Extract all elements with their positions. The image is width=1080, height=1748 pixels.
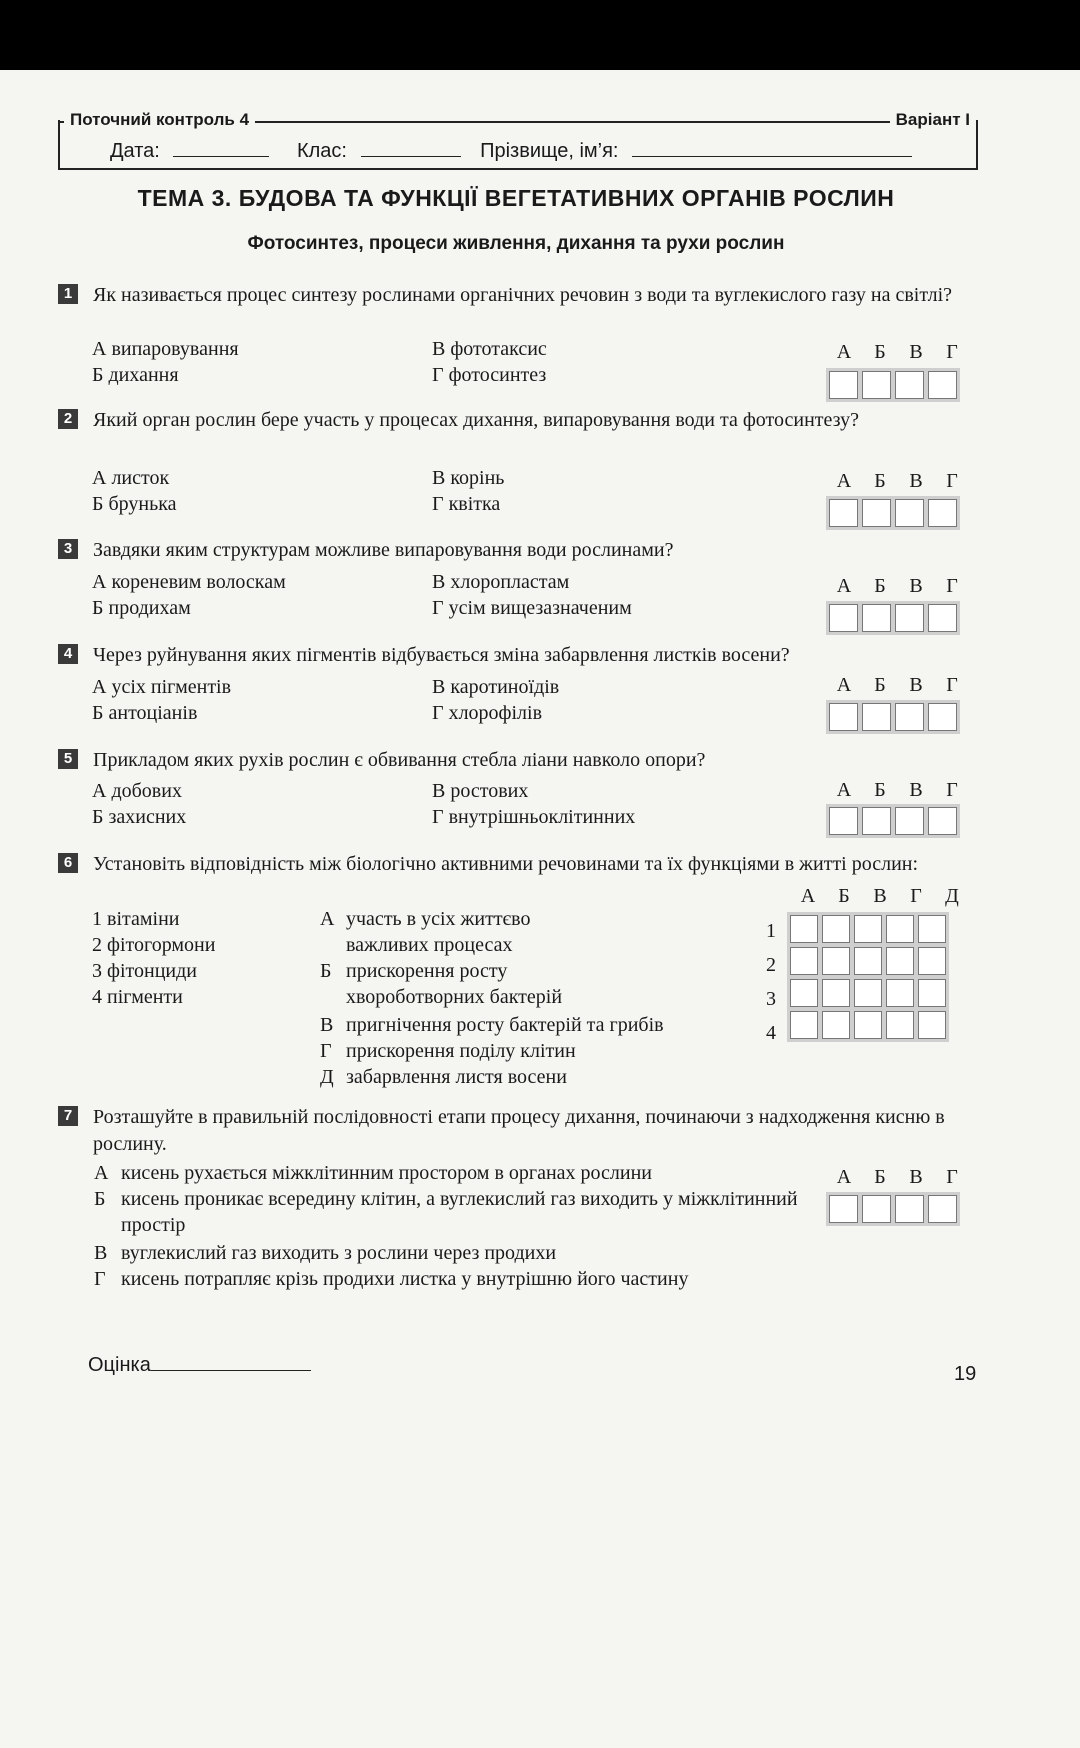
- answer-cell-v[interactable]: [895, 499, 924, 527]
- answer-grid: [826, 496, 960, 530]
- answer-letters-5: А Б В Г Д: [800, 885, 959, 907]
- left-item-2: 2 фітогормони: [92, 934, 216, 956]
- right-item-v: пригнічення росту бактерій та грибів: [346, 1014, 664, 1036]
- step-b: кисень проникає всередину клітин, а вуглекислий газ виходить у міжклітинний простір: [121, 1188, 798, 1236]
- right-item-b-letter: Б: [320, 960, 332, 982]
- grid-cell[interactable]: [918, 947, 946, 975]
- option-a: А листок: [92, 467, 170, 489]
- left-item-1: 1 вітаміни: [92, 908, 180, 930]
- date-label: Дата:: [110, 140, 160, 162]
- grid-cell[interactable]: [790, 915, 818, 943]
- grade-field[interactable]: [151, 1352, 311, 1371]
- question-text: Який орган рослин бере участь у процесах дихання, випаровування води та фотосинтезу?: [93, 409, 860, 431]
- question-text: Установіть відповідність між біологічно активними речовинами та їх функціями в житті рослин:: [93, 853, 919, 875]
- right-item-d-letter: Д: [320, 1066, 334, 1088]
- step-v-letter: В: [94, 1242, 108, 1264]
- option-g: Г внутрішньоклітинних: [432, 806, 636, 828]
- option-b: Б брунька: [92, 493, 177, 515]
- row-number: 1: [766, 920, 776, 942]
- row-number: 3: [766, 988, 776, 1010]
- option-g: Г хлорофілів: [432, 702, 543, 724]
- grid-cell[interactable]: [854, 915, 882, 943]
- grid-cell[interactable]: [854, 1011, 882, 1039]
- left-item-4: 4 пігменти: [92, 986, 183, 1008]
- option-g: Г усім вищезазначеним: [432, 597, 632, 619]
- answer-cell-v[interactable]: [895, 807, 924, 835]
- step-g-letter: Г: [94, 1268, 106, 1290]
- grid-cell[interactable]: [886, 947, 914, 975]
- answer-cell-b[interactable]: [862, 499, 891, 527]
- topic-title: ТЕМА 3. БУДОВА ТА ФУНКЦІЇ ВЕГЕТАТИВНИХ ОРГАНІВ РОСЛИН: [137, 185, 895, 211]
- question-text: Через руйнування яких пігментів відбувається зміна забарвлення листків восени?: [93, 644, 790, 666]
- question-number: 1: [58, 284, 78, 304]
- worksheet-page: [0, 70, 1080, 1748]
- question-text: Розташуйте в правильній послідовності етапи процесу дихання, починаючи з надходження кисню в рослину.: [93, 1106, 945, 1155]
- page-number: 19: [954, 1363, 977, 1385]
- question-number: 6: [58, 853, 78, 873]
- grid-cell[interactable]: [886, 979, 914, 1007]
- option-a: А добових: [92, 780, 182, 802]
- question-text: Як називається процес синтезу рослинами органічних речовин з води та вуглекислого газу на світлі?: [93, 284, 953, 306]
- header-variant-label: Варіант I: [890, 110, 976, 130]
- grade-label: Оцінка: [88, 1354, 151, 1376]
- right-item-a: участь в усіх життєво важливих процесах: [346, 908, 531, 956]
- question-number: 2: [58, 409, 78, 429]
- grid-cell[interactable]: [886, 915, 914, 943]
- grid-cell[interactable]: [918, 915, 946, 943]
- right-item-g-letter: Г: [320, 1040, 332, 1062]
- right-item-g: прискорення поділу клітин: [346, 1040, 576, 1062]
- option-v: В каротиноїдів: [432, 676, 560, 698]
- answer-cell-g[interactable]: [928, 604, 957, 632]
- answer-grid: [826, 700, 960, 734]
- right-item-b: прискорення росту хвороботворних бактерій: [346, 960, 563, 1008]
- step-b-letter: Б: [94, 1188, 106, 1210]
- option-b: Б антоціанів: [92, 702, 198, 724]
- option-a: А усіх пігментів: [92, 676, 232, 698]
- header-fields: [110, 138, 912, 163]
- name-field[interactable]: [632, 138, 912, 157]
- name-label: Прізвище, ім’я:: [480, 140, 619, 162]
- grid-cell[interactable]: [854, 947, 882, 975]
- option-v: В хлоропластам: [432, 571, 570, 593]
- class-label: Клас:: [296, 140, 347, 162]
- answer-grid: [826, 601, 960, 635]
- row-number: 4: [766, 1022, 776, 1044]
- question-number: 3: [58, 539, 78, 559]
- answer-cell-a[interactable]: [829, 604, 858, 632]
- question-number: 5: [58, 749, 78, 769]
- grid-cell[interactable]: [822, 1011, 850, 1039]
- question-number: 4: [58, 644, 78, 664]
- option-g: Г фотосинтез: [432, 364, 547, 386]
- answer-cell-a[interactable]: [829, 371, 858, 399]
- question-number: 7: [58, 1106, 78, 1126]
- grid-cell[interactable]: [854, 979, 882, 1007]
- question-text: Завдяки яким структурам можливе випаровування води рослинами?: [93, 539, 674, 561]
- answer-grid: [826, 368, 960, 402]
- answer-cell-v[interactable]: [895, 703, 924, 731]
- grade-block: [88, 1352, 311, 1377]
- grid-cell[interactable]: [822, 979, 850, 1007]
- answer-letters: А Б В Г: [836, 674, 958, 696]
- option-b: Б дихання: [92, 364, 179, 386]
- right-item-v-letter: В: [320, 1014, 334, 1036]
- option-b: Б захисних: [92, 806, 187, 828]
- grid-cell[interactable]: [790, 979, 818, 1007]
- answer-cell-b[interactable]: [862, 807, 891, 835]
- option-v: В корінь: [432, 467, 505, 489]
- answer-cell-b[interactable]: [862, 371, 891, 399]
- answer-cell-v[interactable]: [895, 604, 924, 632]
- answer-cell-g[interactable]: [928, 703, 957, 731]
- grid-cell[interactable]: [822, 947, 850, 975]
- answer-cell-g[interactable]: [928, 371, 957, 399]
- answer-cell-v[interactable]: [895, 371, 924, 399]
- class-field[interactable]: [361, 138, 461, 157]
- answer-cell-b[interactable]: [862, 604, 891, 632]
- grid-cell[interactable]: [918, 979, 946, 1007]
- answer-cell-b[interactable]: [862, 1195, 891, 1223]
- step-v: вуглекислий газ виходить з рослини через продихи: [121, 1242, 557, 1264]
- option-a: А випаровування: [92, 338, 239, 360]
- answer-cell-a[interactable]: [829, 1195, 858, 1223]
- right-item-d: забарвлення листя восени: [346, 1066, 567, 1088]
- answer-cell-g[interactable]: [928, 1195, 957, 1223]
- option-v: В ростових: [432, 780, 529, 802]
- option-a: А кореневим волоскам: [92, 571, 286, 593]
- answer-cell-g[interactable]: [928, 499, 957, 527]
- left-item-3: 3 фітонциди: [92, 960, 197, 982]
- row-number: 2: [766, 954, 776, 976]
- grid-cell[interactable]: [886, 1011, 914, 1039]
- date-field[interactable]: [173, 138, 269, 157]
- answer-cell-b[interactable]: [862, 703, 891, 731]
- option-b: Б продихам: [92, 597, 191, 619]
- answer-letters: А Б В Г: [836, 779, 958, 801]
- answer-cell-a[interactable]: [829, 703, 858, 731]
- grid-cell[interactable]: [822, 915, 850, 943]
- grid-cell[interactable]: [918, 1011, 946, 1039]
- answer-letters: А Б В Г: [836, 575, 958, 597]
- answer-grid: [826, 1192, 960, 1226]
- answer-cell-v[interactable]: [895, 1195, 924, 1223]
- topic-subtitle: Фотосинтез, процеси живлення, дихання та рухи рослин: [247, 233, 785, 254]
- answer-letters: А Б В Г: [836, 470, 958, 492]
- option-g: Г квітка: [432, 493, 501, 515]
- option-v: В фототаксис: [432, 338, 547, 360]
- answer-grid: [826, 804, 960, 838]
- question-text: Прикладом яких рухів рослин є обвивання стебла ліани навколо опори?: [93, 749, 706, 771]
- step-g: кисень потрапляє крізь продихи листка у внутрішню його частину: [121, 1268, 689, 1290]
- answer-letters: А Б В Г: [836, 341, 958, 363]
- grid-cell[interactable]: [790, 1011, 818, 1039]
- answer-cell-g[interactable]: [928, 807, 957, 835]
- right-item-a-letter: А: [320, 908, 335, 930]
- answer-cell-a[interactable]: [829, 499, 858, 527]
- step-a: кисень рухається міжклітинним простором в органах рослини: [121, 1162, 653, 1184]
- answer-cell-a[interactable]: [829, 807, 858, 835]
- step-a-letter: А: [94, 1162, 109, 1184]
- matching-grid: [787, 912, 949, 1042]
- header-control-label: Поточний контроль 4: [64, 110, 255, 130]
- grid-cell[interactable]: [790, 947, 818, 975]
- answer-letters: А Б В Г: [836, 1166, 958, 1188]
